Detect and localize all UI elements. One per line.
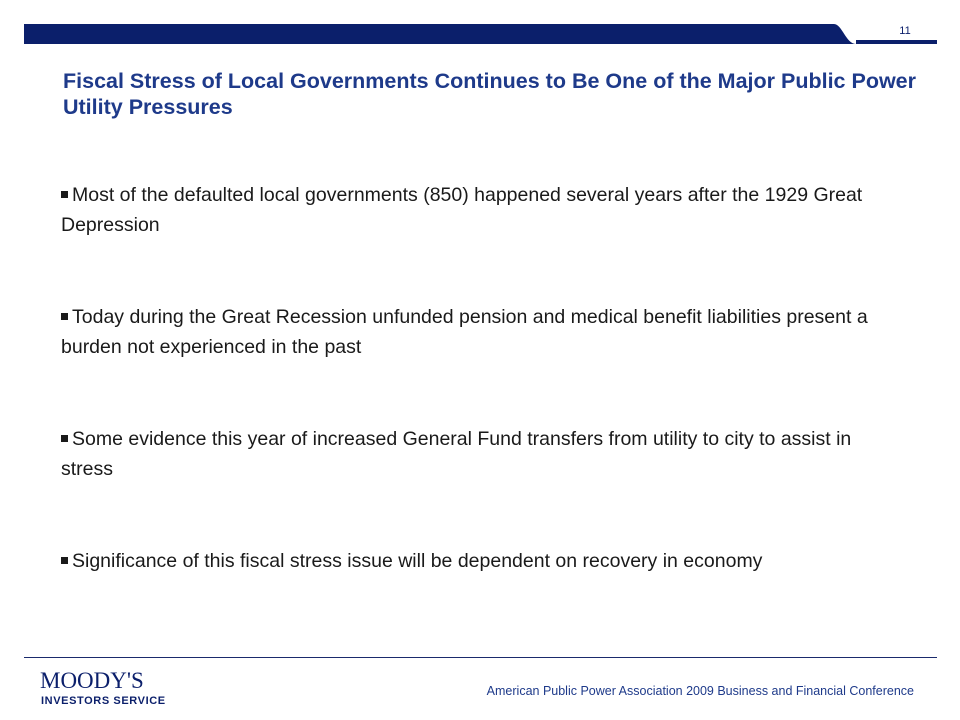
bullet-item: [61, 302, 891, 362]
logo-wordmark: MOODY'S: [40, 668, 144, 693]
square-bullet-icon: [61, 191, 68, 198]
bullet-text: Most of the defaulted local governments (850) happened several years after the 1929 Great Depression: [61, 184, 863, 236]
bullet-item: [61, 424, 891, 484]
bullet-text: Today during the Great Recession unfunded pension and medical benefit liabilities present a burden not experienced in the past: [61, 306, 868, 358]
square-bullet-icon: [61, 435, 68, 442]
footer-divider: [24, 657, 937, 658]
slide-title: Fiscal Stress of Local Governments Continues to Be One of the Major Public Power Utility Pressures: [63, 69, 916, 119]
bullet-item: [61, 180, 891, 240]
page-number: 11: [899, 25, 911, 37]
bullet-text: Significance of this fiscal stress issue will be dependent on recovery in economy: [72, 550, 763, 572]
moodys-logo: [40, 667, 175, 709]
logo-subtitle: INVESTORS SERVICE: [41, 695, 166, 707]
header-bar-shape: [24, 24, 937, 44]
square-bullet-icon: [61, 557, 68, 564]
square-bullet-icon: [61, 313, 68, 320]
bullet-text: Some evidence this year of increased General Fund transfers from utility to city to assist in stress: [61, 428, 852, 480]
bullet-list: [61, 180, 891, 576]
footer-conference-text: American Public Power Association 2009 Business and Financial Conference: [486, 684, 914, 698]
bullet-item: [61, 546, 891, 576]
moodys-logo-mark: [40, 667, 175, 709]
header-bar: [24, 24, 937, 44]
